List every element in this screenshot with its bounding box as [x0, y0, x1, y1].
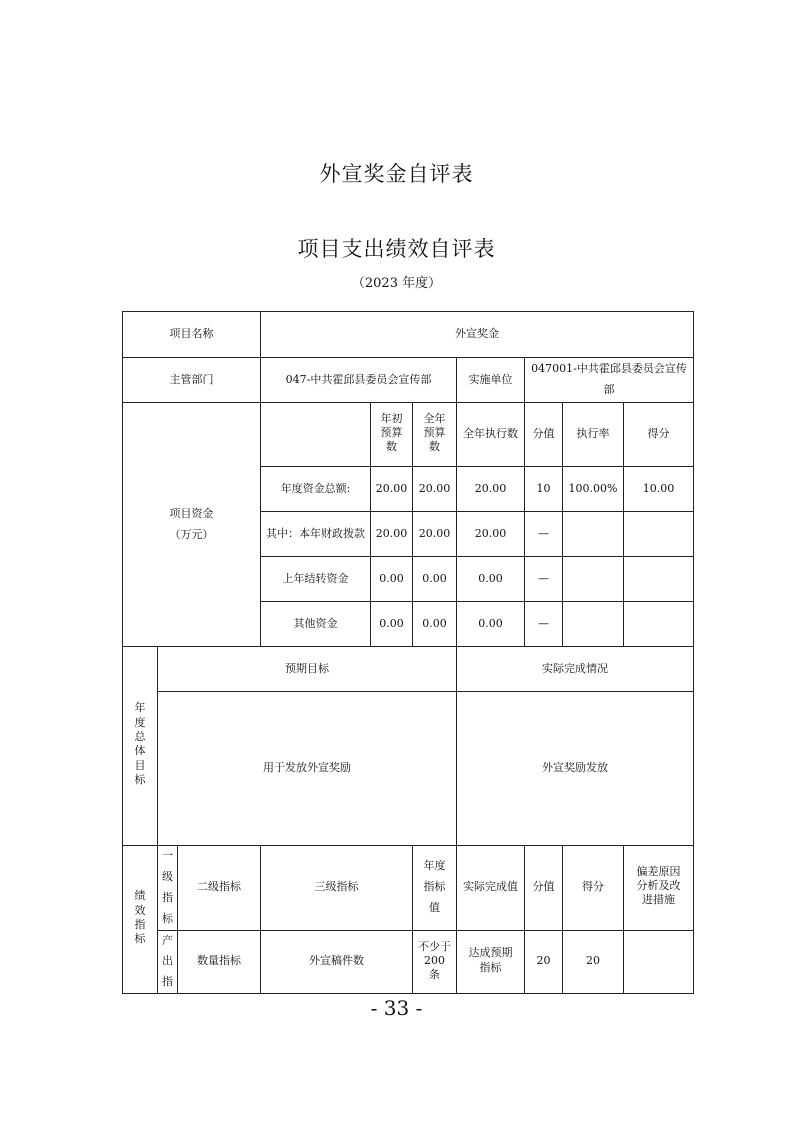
impl-label: 实施单位	[457, 358, 525, 403]
funds-row-executed: 0.00	[457, 557, 525, 602]
funds-row-initial: 20.00	[371, 512, 413, 557]
funds-row-initial: 20.00	[371, 467, 413, 512]
perf-header-level2: 二级指标	[178, 846, 261, 931]
perf-row-score-value: 20	[525, 930, 563, 994]
funds-row-rate: 100.00%	[563, 467, 624, 512]
funds-row-score-value: 10	[525, 467, 563, 512]
funds-row-executed: 20.00	[457, 512, 525, 557]
funds-row-label: 其他资金	[261, 602, 371, 647]
funds-row-rate	[563, 557, 624, 602]
funds-row-initial: 0.00	[371, 557, 413, 602]
goal-expected-value: 用于发放外宣奖励	[158, 692, 457, 846]
perf-header-actual: 实际完成值	[457, 846, 525, 931]
table-row	[123, 403, 694, 467]
funds-row-score	[624, 602, 694, 647]
funds-row-initial: 0.00	[371, 602, 413, 647]
funds-label: 项目资金	[169, 506, 214, 520]
project-name-value: 外宣奖金	[261, 312, 694, 358]
table-row	[123, 358, 694, 403]
funds-header-initial: 年初预算数	[371, 403, 413, 467]
funds-row-executed: 20.00	[457, 467, 525, 512]
table-row	[123, 647, 694, 692]
perf-header-target: 年度指标值	[413, 846, 457, 931]
funds-row-score: 10.00	[624, 467, 694, 512]
perf-row-level3: 外宣稿件数	[261, 930, 413, 994]
page-number: - 33 -	[370, 996, 423, 1020]
funds-row-rate	[563, 512, 624, 557]
table-row	[123, 312, 694, 358]
perf-row-level1: 产出指	[158, 930, 178, 994]
perf-section-label: 绩效指标	[123, 846, 158, 994]
funds-row-rate	[563, 602, 624, 647]
table-row	[123, 692, 694, 846]
goal-actual-header: 实际完成情况	[457, 647, 694, 692]
performance-table	[122, 311, 694, 994]
perf-row-score: 20	[563, 930, 624, 994]
funds-row-score-value: —	[525, 557, 563, 602]
project-name-label: 项目名称	[123, 312, 261, 358]
funds-row-label: 上年结转资金	[261, 557, 371, 602]
perf-row-actual: 达成预期指标	[457, 930, 525, 994]
funds-header-rate: 执行率	[563, 403, 624, 467]
funds-header-executed: 全年执行数	[457, 403, 525, 467]
funds-header-score-value: 分值	[525, 403, 563, 467]
year-label: （2023 年度）	[351, 276, 442, 291]
table-row	[123, 846, 694, 931]
funds-row-annual: 20.00	[413, 467, 457, 512]
goal-expected-header: 预期目标	[158, 647, 457, 692]
funds-row-score	[624, 557, 694, 602]
table-row	[123, 930, 694, 994]
dept-value: 047-中共霍邱县委员会宣传部	[261, 358, 457, 403]
funds-unit: （万元）	[169, 527, 214, 541]
funds-header-blank	[261, 403, 371, 467]
funds-row-annual: 0.00	[413, 602, 457, 647]
perf-header-level3: 三级指标	[261, 846, 413, 931]
perf-header-score: 得分	[563, 846, 624, 931]
funds-row-score-value: —	[525, 602, 563, 647]
funds-row-annual: 20.00	[413, 512, 457, 557]
impl-value: 047001-中共霍邱县委员会宣传部	[525, 358, 694, 403]
funds-row-annual: 0.00	[413, 557, 457, 602]
goal-section-label: 年度总体目标	[123, 647, 158, 846]
goal-actual-value: 外宣奖励发放	[457, 692, 694, 846]
perf-row-deviation	[624, 930, 694, 994]
perf-row-level2: 数量指标	[178, 930, 261, 994]
dept-label: 主管部门	[123, 358, 261, 403]
perf-row-target: 不少于 200 条	[413, 930, 457, 994]
funds-header-annual: 全年预算数	[413, 403, 457, 467]
perf-header-deviation: 偏差原因分析及改进措施	[624, 846, 694, 931]
funds-row-score-value: —	[525, 512, 563, 557]
funds-row-score	[624, 512, 694, 557]
funds-header-score: 得分	[624, 403, 694, 467]
main-title: 外宣奖金自评表	[319, 162, 474, 186]
funds-row-label: 其中：本年财政拨款	[261, 512, 371, 557]
perf-header-level1: 一级指标	[158, 846, 178, 931]
funds-row-label: 年度资金总额:	[261, 467, 371, 512]
perf-header-score-value: 分值	[525, 846, 563, 931]
funds-row-executed: 0.00	[457, 602, 525, 647]
sub-title: 项目支出绩效自评表	[297, 237, 496, 261]
funds-label-cell	[123, 403, 261, 647]
